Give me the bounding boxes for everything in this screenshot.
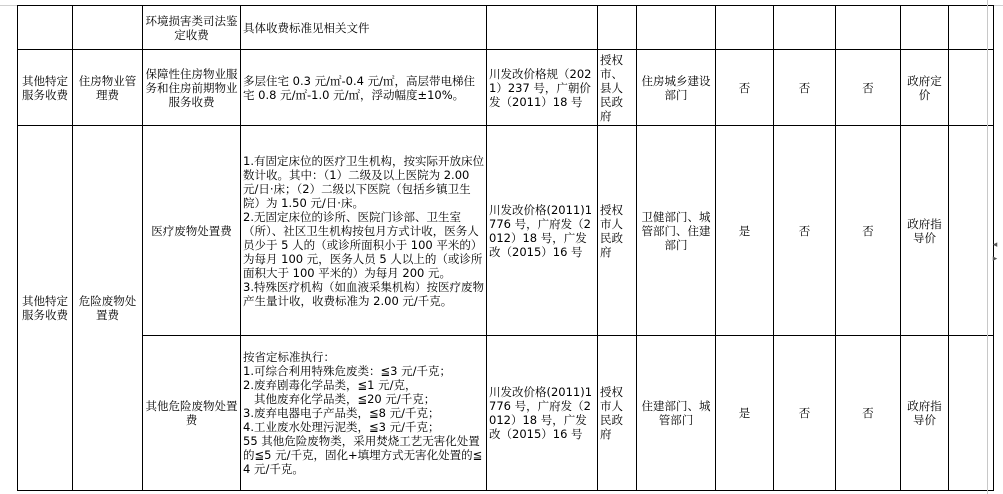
standard-cell: 具体收费标准见相关文件	[241, 6, 487, 50]
basis-cell	[487, 6, 598, 50]
standard-line: 55 其他危险废物类，采用焚烧工艺无害化处置的≦5 元/千克，固化+填埋方式无害化处置的≦4 元/千克。	[243, 434, 483, 476]
standard-line: 1.有固定床位的医疗卫生机构，按实际开放床位数计收。其中：（1）二级及以上医院为 2.00 元/日·床；（2）二级以下医院（包括乡镇卫生院）为 1.50 元/日·床。	[243, 153, 484, 210]
pricing-cell: 政府指导价	[901, 336, 949, 491]
window-right-border	[987, 0, 988, 494]
standard-line: 其他废弃化学品类，≦20 元/千克；	[243, 392, 436, 406]
fee-standard-table	[17, 5, 994, 491]
pricing-cell: 政府指导价	[901, 126, 949, 336]
category-cell	[18, 6, 73, 50]
sub-item-cell: 医疗废物处置费	[143, 126, 241, 336]
standard-line: 按省定标准执行：	[243, 350, 335, 364]
flag-a-cell	[716, 6, 774, 50]
pricing-cell	[901, 6, 949, 50]
sub-item-cell: 其他危险废物处置费	[143, 336, 241, 491]
scroll-arrows[interactable]	[990, 240, 1002, 270]
standard-line: 3.特殊医疗机构（如血液采集机构）按医疗废物产生量计收，收费标准为 2.00 元/千克。	[243, 279, 484, 308]
standard-cell	[241, 126, 487, 336]
item-cell: 危险废物处置费	[73, 126, 143, 491]
table-row	[18, 6, 994, 50]
standard-line: 3.废弃电器电子产品类，≦8 元/千克；	[243, 406, 440, 420]
flag-b-cell: 否	[774, 336, 836, 491]
flag-a-cell: 是	[716, 126, 774, 336]
item-cell: 住房物业管理费	[73, 50, 143, 126]
flag-c-cell	[836, 6, 901, 50]
authority-cell: 授权市人民政府	[598, 336, 637, 491]
table-row	[18, 50, 994, 126]
flag-b-cell	[774, 6, 836, 50]
pricing-cell: 政府定价	[901, 50, 949, 126]
department-cell	[637, 6, 716, 50]
flag-b-cell: 否	[774, 50, 836, 126]
authority-cell	[598, 6, 637, 50]
category-cell: 其他特定服务收费	[18, 126, 73, 491]
authority-cell: 授权市人民政府	[598, 126, 637, 336]
authority-cell: 授权市、县人民政府	[598, 50, 637, 126]
category-cell: 其他特定服务收费	[18, 50, 73, 126]
flag-c-cell: 否	[836, 126, 901, 336]
flag-c-cell: 否	[836, 336, 901, 491]
department-cell: 卫健部门、城管部门、住建部门	[637, 126, 716, 336]
chevron-right-icon[interactable]: ▸	[992, 254, 998, 264]
department-cell: 住房城乡建设部门	[637, 50, 716, 126]
item-cell	[73, 6, 143, 50]
flag-c-cell: 否	[836, 50, 901, 126]
standard-cell: 多层住宅 0.3 元/㎡-0.4 元/㎡，高层带电梯住宅 0.8 元/㎡-1.0 元/㎡，浮动幅度±10%。	[241, 50, 487, 126]
standard-cell	[241, 336, 487, 491]
sub-item-cell: 环境损害类司法鉴定收费	[143, 6, 241, 50]
flag-a-cell: 否	[716, 50, 774, 126]
standard-line: 4.工业废水处理污泥类，≦3 元/千克；	[243, 420, 440, 434]
sub-item-cell: 保障性住房物业服务和住房前期物业服务收费	[143, 50, 241, 126]
basis-cell: 川发改价格规（2021）237 号，广朝价发（2011）18 号	[487, 50, 598, 126]
standard-line: 2.废弃剧毒化学品类，≦1 元/克，	[243, 378, 417, 392]
standard-line: 1.可综合利用特殊危废类：≦3 元/千克；	[243, 364, 451, 378]
basis-cell: 川发改价格(2011)1776 号，广府发（2012）18 号，广发改（2015）16 号	[487, 336, 598, 491]
table-row	[18, 126, 994, 336]
basis-cell: 川发改价格(2011)1776 号，广府发（2012）18 号，广发改（2015）16 号	[487, 126, 598, 336]
table-row	[18, 336, 994, 491]
flag-a-cell: 是	[716, 336, 774, 491]
standard-line: 2.无固定床位的诊所、医院门诊部、卫生室（所）、社区卫生机构按包月方式计收，医务人员少于 5 人的（或诊所面积小于 100 平米的）为每月 100 元，医务人员 5 人以上的（或诊所面积大于 100 平米的）为每月 200 元。	[243, 209, 483, 280]
chevron-left-icon[interactable]: ◂	[992, 240, 998, 250]
department-cell: 住建部门、城管部门	[637, 336, 716, 491]
flag-b-cell: 否	[774, 126, 836, 336]
